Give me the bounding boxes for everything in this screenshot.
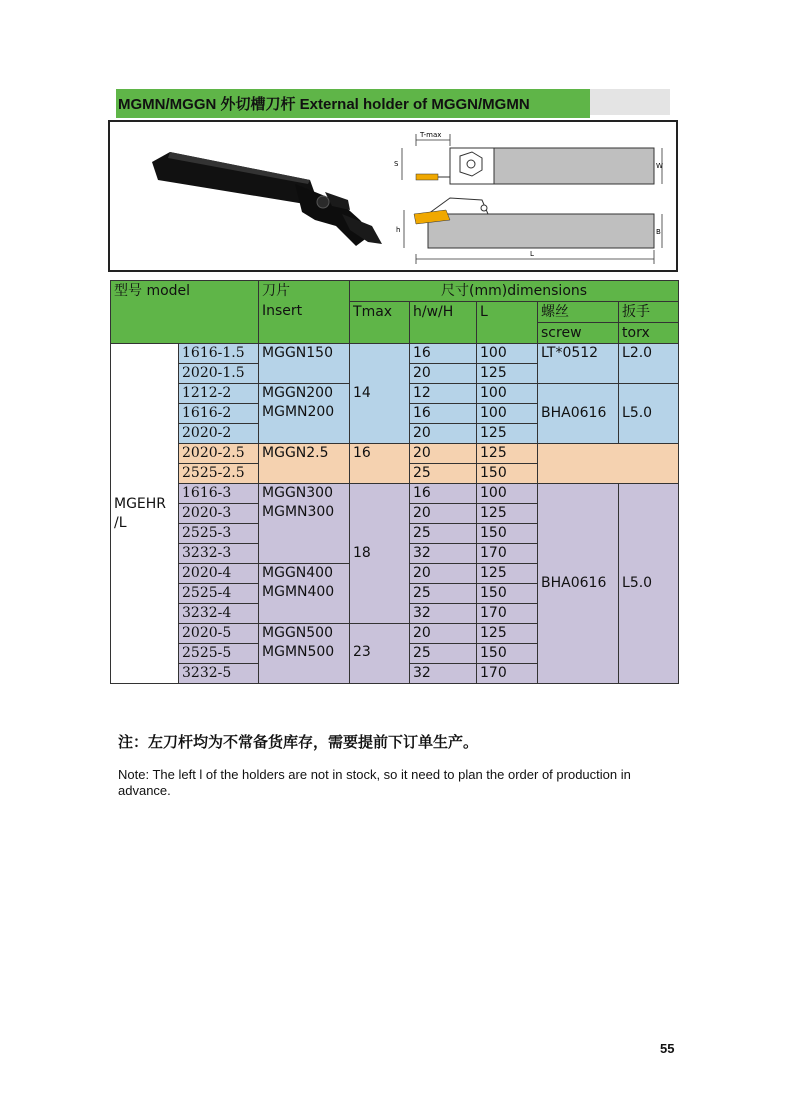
hw-cell: 25 <box>410 524 477 544</box>
table-row <box>111 444 679 464</box>
l-cell: 125 <box>477 424 538 444</box>
section-title-text: MGMN/MGGN 外切槽刀杆 External holder of MGGN/MGMN <box>118 96 530 113</box>
hw-cell: 16 <box>410 344 477 364</box>
size-cell: 1616-1.5 <box>179 344 259 364</box>
table-row <box>111 344 679 364</box>
hw-cell: 20 <box>410 564 477 584</box>
hw-cell: 20 <box>410 364 477 384</box>
l-cell: 125 <box>477 364 538 384</box>
section-title <box>116 89 590 118</box>
table-row <box>111 484 679 504</box>
l-cell: 100 <box>477 344 538 364</box>
hw-cell: 16 <box>410 404 477 424</box>
insert-cell: MGGN150 <box>259 344 350 384</box>
h-label: h <box>396 226 401 234</box>
header-l: L <box>477 302 538 344</box>
size-cell: 3232-4 <box>179 604 259 624</box>
hw-cell: 25 <box>410 584 477 604</box>
size-cell: 2020-1.5 <box>179 364 259 384</box>
header-torx-cn: 扳手 <box>619 302 679 323</box>
model-group-cell: MGEHR /L <box>111 344 179 684</box>
b-label: B <box>656 228 661 236</box>
hw-cell: 12 <box>410 384 477 404</box>
screw-cell: BHA0616 <box>538 484 619 684</box>
l-cell: 150 <box>477 584 538 604</box>
size-cell: 2020-2 <box>179 424 259 444</box>
l-cell: 150 <box>477 524 538 544</box>
l-cell: 150 <box>477 644 538 664</box>
header-row-1 <box>111 281 679 302</box>
hw-cell: 20 <box>410 504 477 524</box>
holder-photo <box>152 152 382 246</box>
note-chinese: 注：左刀杆均为不常备货库存，需要提前下订单生产。 <box>118 733 479 751</box>
header-dimensions: 尺寸(mm)dimensions <box>350 281 679 302</box>
hw-cell: 25 <box>410 644 477 664</box>
header-torx-en: torx <box>619 323 679 344</box>
spec-table <box>110 280 679 684</box>
size-cell: 2020-2.5 <box>179 444 259 464</box>
title-bar-tail <box>590 89 670 115</box>
hw-cell: 20 <box>410 624 477 644</box>
screw-cell: BHA0616 <box>538 384 619 444</box>
tmax-cell: 14 <box>350 344 410 444</box>
insert-cell: MGGN300 MGMN300 <box>259 484 350 564</box>
tmax-cell: 16 <box>350 444 410 484</box>
l-cell: 125 <box>477 624 538 644</box>
l-cell: 150 <box>477 464 538 484</box>
l-cell: 170 <box>477 664 538 684</box>
header-model: 型号 model <box>111 281 259 344</box>
top-view-drawing <box>394 131 663 184</box>
tmax-cell: 23 <box>350 624 410 684</box>
header-insert: 刀片 Insert <box>259 281 350 344</box>
torx-cell: L2.0 <box>619 344 679 384</box>
l-cell: 170 <box>477 604 538 624</box>
l-cell: 170 <box>477 544 538 564</box>
hw-cell: 32 <box>410 544 477 564</box>
note-english: Note: The left l of the holders are not in stock, so it need to plan the order of production in advance. <box>118 767 631 798</box>
page-number: 55 <box>660 1041 675 1056</box>
screw-cell: LT*0512 <box>538 344 619 384</box>
holder-illustration <box>110 122 676 270</box>
size-cell: 2525-5 <box>179 644 259 664</box>
tmax-cell: 18 <box>350 484 410 624</box>
holder-diagram-box <box>108 120 678 272</box>
l-cell: 125 <box>477 504 538 524</box>
screw-torx-empty-cell <box>538 444 679 484</box>
hw-cell: 20 <box>410 424 477 444</box>
size-cell: 1616-3 <box>179 484 259 504</box>
torx-cell: L5.0 <box>619 384 679 444</box>
size-cell: 3232-3 <box>179 544 259 564</box>
w-label: W <box>656 162 663 170</box>
size-cell: 1616-2 <box>179 404 259 424</box>
size-cell: 2020-5 <box>179 624 259 644</box>
header-hwh: h/w/H <box>410 302 477 344</box>
s-label: S <box>394 160 399 168</box>
size-cell: 2525-2.5 <box>179 464 259 484</box>
l-cell: 100 <box>477 384 538 404</box>
hw-cell: 20 <box>410 444 477 464</box>
l-cell: 100 <box>477 404 538 424</box>
l-cell: 125 <box>477 564 538 584</box>
size-cell: 3232-5 <box>179 664 259 684</box>
l-cell: 100 <box>477 484 538 504</box>
size-cell: 2525-4 <box>179 584 259 604</box>
insert-cell: MGGN2.5 <box>259 444 350 484</box>
header-screw-cn: 螺丝 <box>538 302 619 323</box>
hw-cell: 32 <box>410 664 477 684</box>
insert-cell: MGGN500 MGMN500 <box>259 624 350 684</box>
torx-cell: L5.0 <box>619 484 679 684</box>
hw-cell: 16 <box>410 484 477 504</box>
side-view-drawing <box>396 198 662 264</box>
header-screw-en: screw <box>538 323 619 344</box>
hw-cell: 25 <box>410 464 477 484</box>
insert-cell: MGGN200 MGMN200 <box>259 384 350 444</box>
size-cell: 2020-3 <box>179 504 259 524</box>
l-label: L <box>530 250 534 258</box>
header-tmax: Tmax <box>350 302 410 344</box>
size-cell: 2525-3 <box>179 524 259 544</box>
l-cell: 125 <box>477 444 538 464</box>
hw-cell: 32 <box>410 604 477 624</box>
tmax-label: T-max <box>420 131 442 139</box>
size-cell: 1212-2 <box>179 384 259 404</box>
size-cell: 2020-4 <box>179 564 259 584</box>
insert-cell: MGGN400 MGMN400 <box>259 564 350 624</box>
